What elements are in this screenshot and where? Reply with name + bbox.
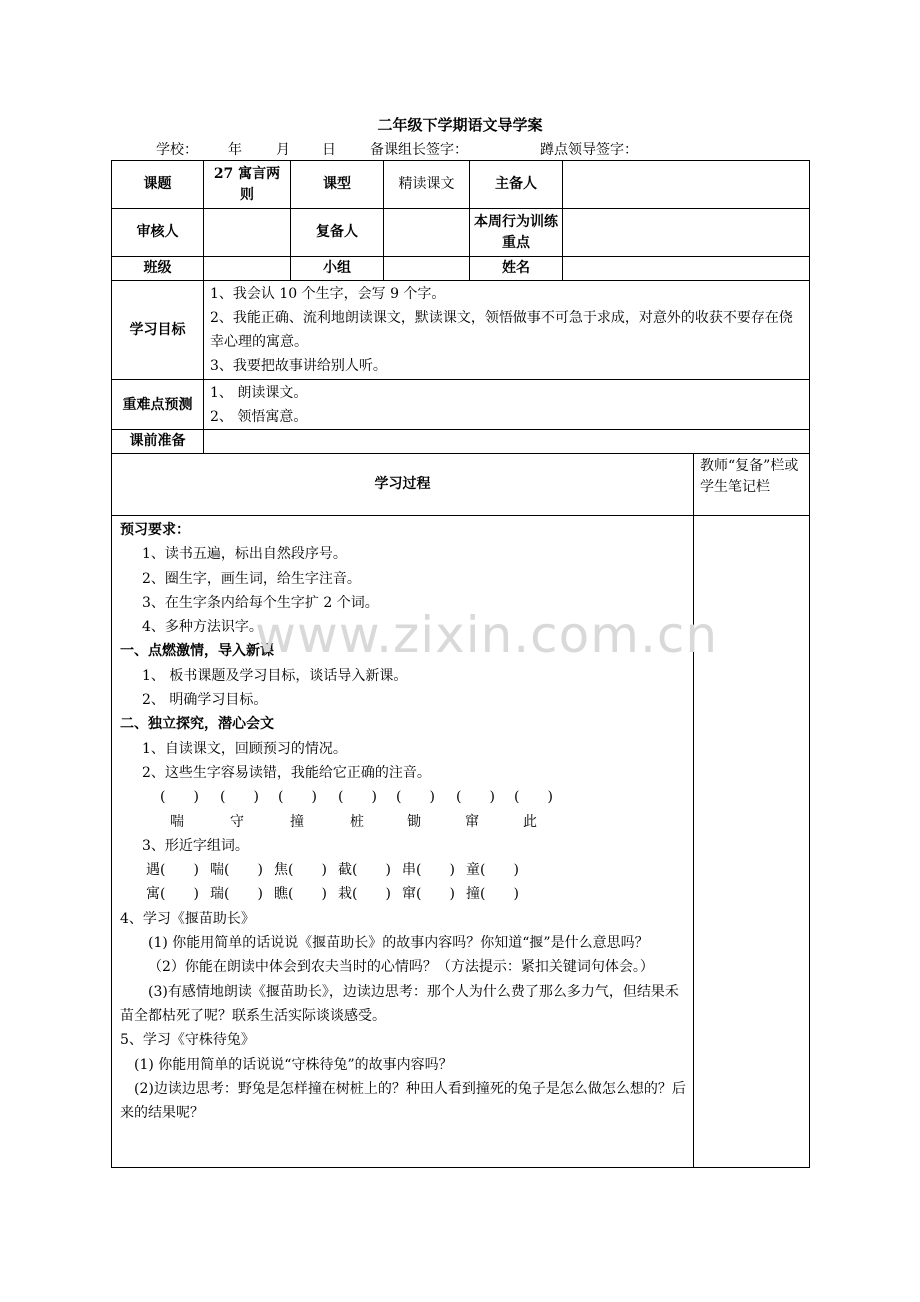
section2-title: 二、独立探究，潜心会文: [120, 716, 274, 733]
class-value: [204, 257, 291, 281]
similar-char-entry: 喘( ): [210, 862, 263, 879]
co-preparer-label: 复备人: [291, 209, 384, 257]
similar-char-entry: 瑞( ): [210, 886, 263, 903]
group-leader-signature-label: 备课组长签字：: [370, 142, 468, 158]
similar-char-entry: 瞧( ): [274, 886, 327, 903]
section2-item: 1、自读课文，回顾预习的情况。: [142, 740, 347, 757]
pinyin-blank: ( ): [220, 789, 259, 806]
preview-title: 预习要求：: [120, 522, 190, 538]
notes-column-heading: 教师“复备”栏或学生笔记栏: [694, 454, 810, 516]
similar-char-entry: 截( ): [338, 862, 391, 879]
section2-item: 3、形近字组词。: [142, 837, 249, 854]
similar-char-entry: 遇( ): [146, 862, 199, 879]
watermark: www.zixin.com.cn: [255, 606, 719, 664]
similar-char-entry: 窜( ): [402, 886, 455, 903]
reviewer-label: 审核人: [112, 209, 204, 257]
main-preparer-label: 主备人: [470, 161, 563, 209]
pinyin-char: 窜: [465, 813, 479, 830]
preview-item: 2、圈生字，画生词，给生字注音。: [142, 570, 361, 587]
item4-question: (1) 你能用简单的话说说《揠苗助长》的故事内容吗？你知道“揠”是什么意思吗？: [148, 935, 649, 952]
section1-item: 2、 明确学习目标。: [142, 692, 268, 709]
preview-item: 4、多种方法识字。: [142, 619, 263, 636]
section1-title: 一、点燃激情，导入新课: [120, 643, 274, 660]
item4-title: 4、学习《揠苗助长》: [120, 910, 255, 927]
key-points-content: [204, 380, 810, 430]
goals-content: [204, 281, 810, 380]
pinyin-char: 撞: [290, 813, 304, 830]
pinyin-blank: ( ): [160, 789, 199, 806]
pinyin-blank: ( ): [278, 789, 317, 806]
pinyin-char: 此: [523, 813, 537, 830]
goal-item: 2、我能正确、流利地朗读课文，默读课文，领悟做事不可急于求成，对意外的收获不要存在侥幸心理的寓意。: [210, 310, 793, 350]
lesson-type-label: 课型: [291, 161, 384, 209]
item5-title: 5、学习《守株待兔》: [120, 1032, 255, 1049]
name-label: 姓名: [470, 257, 563, 281]
goal-item: 1、我会认 10 个生字，会写 9 个字。: [210, 286, 446, 302]
topic-label: 课题: [112, 161, 204, 209]
lesson-type-value: 精读课文: [384, 161, 470, 209]
pinyin-chars-row: [120, 810, 687, 834]
weekly-focus-value: [563, 209, 810, 257]
item4-question: (3)有感情地朗读《揠苗助长》，边读边思考：那个人为什么费了那么多力气，但结果禾苗全都枯死了呢？联系生活实际谈谈感受。: [120, 983, 679, 1024]
pinyin-char: 桩: [350, 813, 364, 830]
process-heading: 学习过程: [112, 454, 694, 516]
goal-item: 3、我要把故事讲给别人听。: [210, 358, 387, 374]
pinyin-blank: ( ): [456, 789, 495, 806]
pinyin-char: 锄: [407, 813, 421, 830]
key-points-label: 重难点预测: [112, 380, 204, 430]
similar-char-entry: 串( ): [402, 862, 455, 879]
preview-item: 1、读书五遍，标出自然段序号。: [142, 546, 347, 563]
topic-value: 27 寓言两则: [204, 161, 291, 209]
month-label: 月: [276, 142, 290, 158]
day-label: 日: [322, 142, 336, 158]
pinyin-blank: ( ): [338, 789, 377, 806]
goals-label: 学习目标: [112, 281, 204, 380]
co-preparer-value: [384, 209, 470, 257]
item5-question: (2)边读边思考：野兔是怎样撞在树桩上的？种田人看到撞死的兔子是怎么做怎么想的？后来的结果呢？: [120, 1080, 686, 1122]
pinyin-char: 守: [230, 813, 244, 830]
signature-line: [156, 139, 638, 159]
main-preparer-value: [563, 161, 810, 209]
pinyin-blanks-row: [120, 785, 687, 809]
similar-char-entry: 栽( ): [338, 886, 391, 903]
similar-char-entry: 寓( ): [146, 886, 199, 903]
similar-chars-row-1: [120, 858, 687, 882]
preparation-value: [204, 430, 810, 454]
similar-chars-row-2: [120, 882, 687, 906]
reviewer-value: [204, 209, 291, 257]
section2-item: 2、这些生字容易读错，我能给它正确的注音。: [142, 764, 431, 781]
pinyin-blank: ( ): [396, 789, 435, 806]
study-guide-table: [111, 160, 810, 1168]
document-title: 二年级下学期语文导学案: [377, 116, 543, 134]
section1-item: 1、 板书课题及学习目标，谈话导入新课。: [142, 667, 408, 684]
weekly-focus-label: 本周行为训练重点: [470, 209, 563, 257]
year-label: 年: [228, 142, 242, 158]
key-point-item: 1、 朗读课文。: [210, 384, 308, 401]
key-point-item: 2、 领悟寓意。: [210, 408, 308, 425]
group-value: [384, 257, 470, 281]
group-label: 小组: [291, 257, 384, 281]
similar-char-entry: 焦( ): [274, 862, 327, 879]
item4-question: （2）你能在朗读中体会到农夫当时的心情吗？（方法提示：紧扣关键词句体会。）: [148, 959, 654, 976]
pinyin-char: 喘: [170, 813, 184, 830]
pinyin-blank: ( ): [514, 789, 553, 806]
item5-question: (1) 你能用简单的话说说“守株待兔”的故事内容吗？: [134, 1056, 453, 1073]
class-label: 班级: [112, 257, 204, 281]
name-value: [563, 257, 810, 281]
school-label: 学校：: [156, 142, 198, 158]
similar-char-entry: 撞( ): [466, 886, 519, 903]
similar-char-entry: 童( ): [466, 862, 519, 879]
site-leader-signature-label: 蹲点领导签字：: [540, 142, 638, 158]
preview-item: 3、在生字条内给每个生字扩 2 个词。: [142, 594, 379, 611]
preparation-label: 课前准备: [112, 430, 204, 454]
